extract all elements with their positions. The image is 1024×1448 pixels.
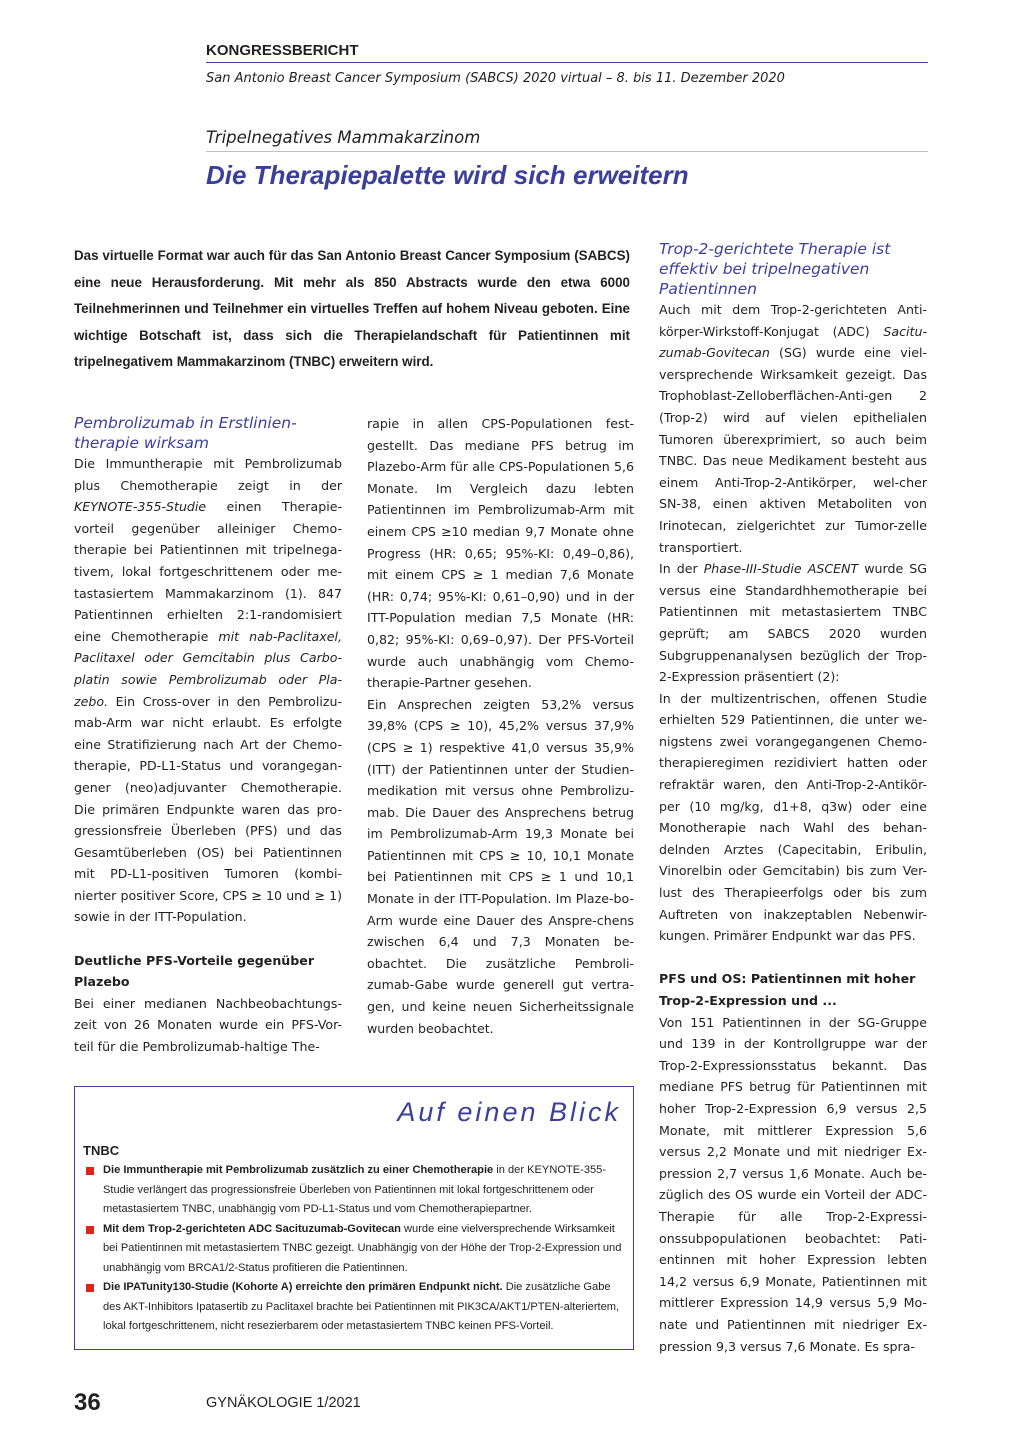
at-a-glance-title: Auf einen Blick bbox=[397, 1097, 621, 1127]
column-2-paragraph-2: Ein Ansprechen zeigten 53,2% versus 39,8% (CPS ≥ 10), 45,2% versus 37,9% (CPS ≥ 1) respektive 41,0 versus 35,9% (ITT) der Patientinnen unter der Studien-medikation mit versus ohne Pembrolizu-mab. Die Dauer des Ansprechens betrug im Pembrolizumab-Arm 19,3 Monate bei Patientinnen mit CPS ≥ 10, 10,1 Monate bei Patientinnen mit CPS ≥ 1 und 10,1 Monate in der ITT-Population. Im Plaze-bo-Arm wurde eine Dauer des Anspre-chens zwischen 6,4 und 7,3 Monaten be-obachtet. Die zusätzliche Pembroli-zumab-Gabe wurde generell gut vertra-gen, und keine neuen Sicherheitssignale wurden beobachtet. bbox=[367, 696, 634, 1036]
column-1-subheading: Deutliche PFS-Vorteile gegenüber Plazebo bbox=[74, 952, 315, 990]
section-rule bbox=[206, 151, 928, 152]
at-a-glance-box bbox=[74, 1086, 634, 1350]
list-item: Mit dem Trop-2-gerichteten ADC Sacituzumab-Govitecan wurde eine vielversprechende Wirksamkeit bei Patientinnen mit metastasiertem TNBC gezeigt. Unabhängig von der Höhe der Trop-2-Expression und unabhängig vom BRCA1/2-Status profitieren die Patientinnen. bbox=[83, 1220, 623, 1279]
article-section: Tripelnegatives Mammakarzinom bbox=[206, 128, 481, 147]
journal-name: GYNÄKOLOGIE 1/2021 bbox=[206, 1395, 361, 1411]
column-3 bbox=[659, 239, 927, 1357]
event-line: San Antonio Breast Cancer Symposium (SABCS) 2020 virtual – 8. bis 11. Dezember 2020 bbox=[206, 71, 785, 86]
bullet-square-icon bbox=[86, 1167, 94, 1175]
column-3-subheading: PFS und OS: Patientinnen mit hoher Trop-2-Expression und ... bbox=[659, 971, 916, 1008]
column-3-paragraph-1: Auch mit dem Trop-2-gerichteten Anti-körper-Wirkstoff-Konjugat (ADC) Sacitu-zumab-Govitecan (SG) wurde eine viel-versprechende Wirksamkeit gezeigt. Das Trophoblast-Zelloberflächen-Anti-gen 2 (Trop-2) wird auf vielen epithelialen Tumoren überexprimiert, so auch beim TNBC. Das neue Medikament besteht aus einem Anti-Trop-2-Antikörper, wel-cher SN-38, einen aktiven Metaboliten von Irinotecan, zielgerichtet zur Tumor-zelle transportiert. bbox=[659, 302, 927, 555]
bullet-square-icon bbox=[86, 1226, 94, 1234]
column-1-paragraph-2: Bei einer medianen Nachbeobachtungs-zeit von 26 Monaten wurde ein PFS-Vor-teil für die Pembrolizumab-haltige The- bbox=[74, 995, 342, 1055]
column-3-paragraph-2: In der Phase-III-Studie ASCENT wurde SG versus eine Standardhhemotherapie bei Patientinnen mit metastasiertem TNBC geprüft; am SABCS 2020 wurden Subgruppenanalysen bezüglich der Trop-2-Expression präsentiert (2): bbox=[659, 561, 927, 685]
bullet-square-icon bbox=[86, 1284, 94, 1292]
article-title: Die Therapiepalette wird sich erweitern bbox=[206, 160, 689, 190]
page-number: 36 bbox=[74, 1389, 101, 1416]
column-1-heading: Pembrolizumab in Erstlinien-therapie wirksam bbox=[74, 414, 297, 452]
column-3-paragraph-4: Von 151 Patientinnen in der SG-Gruppe und 139 in der Kontrollgruppe war der Trop-2-Expressionsstatus bekannt. Das mediane PFS betrug für Patientinnen mit hoher Trop-2-Expression 6,9 versus 2,5 Monate, mit mittlerer Expression 5,6 versus 2,2 Monate und mit niedriger Ex-pression 2,7 versus 1,6 Monate. Auch be-züglich des OS wurde ein Vorteil der ADC-Therapie für alle Trop-2-Expressi-onssubpopulationen beobachtet: Pati-entinnen mit hoher Expression lebten 14,2 versus 6,9 Monate, Patientinnen mit mittlerer Expression 14,9 versus 5,9 Mo-nate und Patientinnen mit niedriger Ex-pression 9,3 versus 7,6 Monate. Es spra- bbox=[659, 1014, 927, 1354]
column-1-paragraph-1: Die Immuntherapie mit Pembrolizumab plus Chemotherapie zeigt in der KEYNOTE-355-Studie einen Therapie-vorteil gegenüber alleiniger Chemo-therapie bei Patientinnen mit tripelnega-tivem, lokal fortgeschrittenem oder me-tastasiertem Mammakarzinom (1). 847 Patientinnen erhielten 2:1-randomisiert eine Chemotherapie mit nab-Paclitaxel, Paclitaxel oder Gemcitabin plus Carbo-platin sowie Pembrolizumab oder Pla-zebo. Ein Cross-over in den Pembrolizu-mab-Arm war nicht erlaubt. Es erfolgte eine Stratifizierung nach Art der Chemo-therapie, PD-L1-Status und vorangegan-gener (neo)adjuvanter Chemotherapie. Die primären Endpunkte waren das pro-gressionsfreie Überleben (PFS) und das Gesamtüberleben (OS) bei Patientinnen mit PD-L1-positiven Tumoren (kombi-nierter positiver Score, CPS ≥ 10 und ≥ 1) sowie in der ITT-Population. bbox=[74, 456, 342, 925]
column-3-paragraph-3: In der multizentrischen, offenen Studie erhielten 529 Patientinnen, die unter we-nigstens zwei vorangegangenen Chemo-therapieregimen rezidiviert hatten oder refraktär waren, den Anti-Trop-2-Antikör-per (10 mg/kg, d1+8, q3w) oder eine Monotherapie nach Wahl des behan-delnden Arztes (Capecitabin, Eribulin, Vinorelbin oder Gemcitabin) bis zum Ver-lust des Therapieerfolgs oder bis zum Auftreten von inakzeptablen Nebenwir-kungen. Primärer Endpunkt war das PFS. bbox=[659, 690, 927, 944]
column-2 bbox=[367, 413, 634, 1039]
list-item: Die IPATunity130-Studie (Kohorte A) erreichte den primären Endpunkt nicht. Die zusätzliche Gabe des AKT-Inhibitors Ipatasertib zu Paclitaxel brachte bei Patientinnen mit PIK3CA/AKT1/PTEN-alteriertem, lokal fortgeschrittenem, nicht resezierbarem oder metastasiertem TNBC keinen PFS-Vorteil. bbox=[83, 1278, 623, 1337]
header-rule bbox=[206, 62, 928, 63]
column-1 bbox=[74, 413, 342, 1058]
at-a-glance-subtitle: TNBC bbox=[83, 1143, 120, 1158]
article-lead: Das virtuelle Format war auch für das San Antonio Breast Cancer Symposium (SABCS) eine neue Herausforderung. Mit mehr als 850 Abstracts wurde den etwa 6000 Teilnehmerinnen und Teilnehmer ein virtuelles Treffen auf hohem Niveau geboten. Eine wichtige Botschaft ist, dass sich die Therapielandschaft für Patientinnen mit tripelnegativem Mammakarzinom (TNBC) erweitern wird. bbox=[74, 248, 630, 369]
section-kicker: KONGRESSBERICHT bbox=[206, 42, 359, 59]
column-3-heading: Trop-2-gerichtete Therapie ist effektiv bei tripelnegativen Patientinnen bbox=[659, 240, 891, 298]
at-a-glance-list bbox=[83, 1161, 623, 1337]
column-2-paragraph-1: rapie in allen CPS-Populationen fest-gestellt. Das mediane PFS betrug im Plazebo-Arm für alle CPS-Populationen 5,6 Monate. Im Vergleich dazu lebten Patientinnen im Pembrolizumab-Arm mit einem CPS ≥10 median 9,7 Monate ohne Progress (HR: 0,65; 95%-KI: 0,49–0,86), mit einem CPS ≥ 1 median 7,6 Monate (HR: 0,74; 95%-KI: 0,61–0,90) und in der ITT-Population median 7,5 Monate (HR: 0,82; 95%-KI: 0,69–0,97). Der PFS-Vorteil wurde auch unabhängig vom Chemo-therapie-Partner gesehen. bbox=[367, 416, 634, 691]
list-item: Die Immuntherapie mit Pembrolizumab zusätzlich zu einer Chemotherapie in der KEYNOTE-355-Studie verlängert das progressionsfreie Überleben von Patientinnen mit lokal fortgeschrittenem oder metastasiertem TNBC, unabhängig vom PD-L1-Status und vom Chemotherapiepartner. bbox=[83, 1161, 623, 1220]
